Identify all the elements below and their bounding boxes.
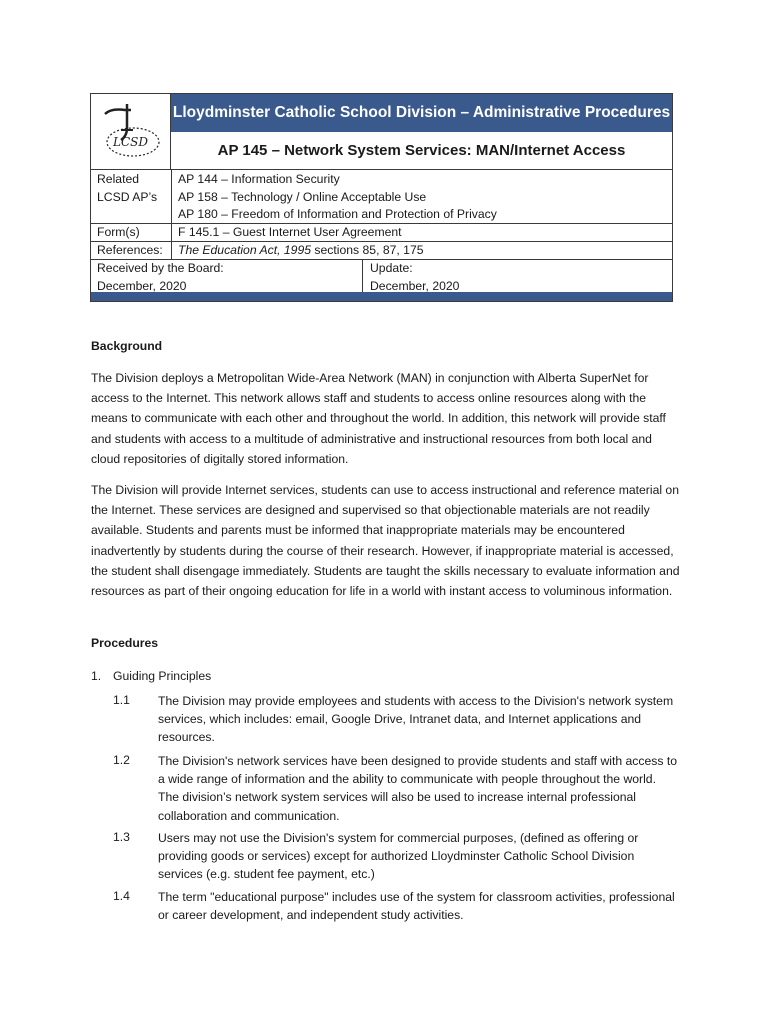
item-number: 1.3	[113, 830, 130, 844]
date-divider	[362, 259, 363, 294]
references-value	[178, 242, 424, 260]
background-paragraph-2: The Division will provide Internet services, students can use to access instructional and reference material on the Internet. These services are designed and supervised so that objectionable materials are not readily available. Students and parents must be informed that inappropriate materials may be encountered inadvertently by students during the course of their research. However, if inappropriate material is accessed, the student shall disengage immediately. Students are taught the skills necessary to evaluate information and resources as part of their ongoing education for life in a world with instant access to voluminous information.	[91, 483, 680, 599]
procedures-heading: Procedures	[91, 636, 159, 650]
document-title: Lloydminster Catholic School Division – Administrative Procedures	[171, 94, 672, 132]
document-subtitle: AP 145 – Network System Services: MAN/Internet Access	[171, 132, 672, 170]
references-label: References:	[97, 242, 163, 257]
item-text: The Division may provide employees and students with access to the Division's network system services, which includes: email, Google Drive, Intranet data, and Internet applications and resources.	[158, 694, 674, 745]
header-footer-bar	[91, 292, 672, 301]
item-number: 1.2	[113, 753, 130, 767]
update-date: December, 2020	[370, 278, 460, 293]
forms-label: Form(s)	[97, 224, 140, 239]
references-sections: sections 85, 87, 175	[311, 242, 424, 257]
column-divider	[171, 170, 172, 259]
related-ap-180: AP 180 – Freedom of Information and Protection of Privacy	[178, 207, 497, 221]
received-date: December, 2020	[97, 278, 187, 293]
item-text: Users may not use the Division's system for commercial purposes, (defined as offering or providing goods or services) except for authorized Lloydminster Catholic School Division services (e.g. student fee payment, etc.)	[158, 831, 639, 882]
related-ap-144: AP 144 – Information Security	[178, 172, 340, 186]
section-number: 1.	[91, 669, 102, 683]
background-paragraph-1: The Division deploys a Metropolitan Wide-Area Network (MAN) in conjunction with Alberta SuperNet for access to the Internet. This network allows staff and students to access online resources along with the means to communicate with each other and throughout the world. In addition, this network will provide staff and students with access to a multitude of administrative and instructional resources from both local and cloud repositories of digitally stored information.	[91, 371, 666, 466]
division-logo	[91, 94, 171, 170]
item-number: 1.4	[113, 889, 130, 903]
references-act: The Education Act, 1995	[178, 242, 312, 257]
header-table	[90, 93, 673, 302]
forms-value: F 145.1 – Guest Internet User Agreement	[178, 224, 402, 239]
related-label-2: LCSD AP’s	[97, 189, 158, 204]
section-title: Guiding Principles	[113, 669, 212, 683]
related-label-1: Related	[97, 172, 140, 186]
related-ap-158: AP 158 – Technology / Online Acceptable Use	[178, 189, 427, 204]
received-label: Received by the Board:	[97, 261, 224, 275]
logo-text: LCSD	[113, 135, 148, 149]
item-text: The term "educational purpose" includes use of the system for classroom activities, professional or career development, and independent study activities.	[158, 890, 675, 923]
background-heading: Background	[91, 339, 163, 353]
update-label: Update:	[370, 261, 413, 275]
logo-cell	[91, 94, 171, 170]
item-number: 1.1	[113, 693, 130, 707]
item-text: The Division's network services have been designed to provide students and staff with access to a wide range of information and the ability to communicate with people throughout the world. The division’s network system services will also be used to increase internal professional collaboration and communication.	[158, 754, 677, 823]
